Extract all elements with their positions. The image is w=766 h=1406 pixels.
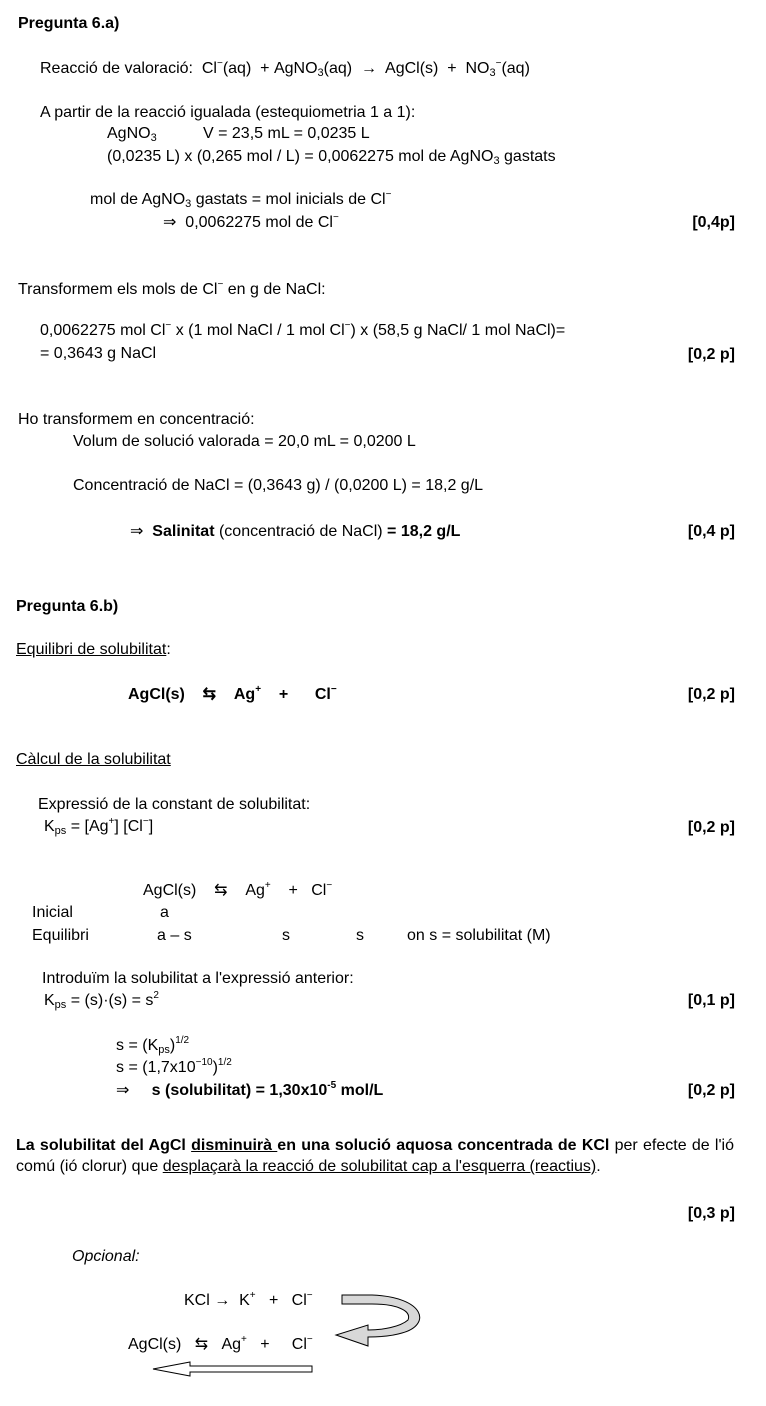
heading-6a: Pregunta 6.a) bbox=[18, 15, 120, 32]
points-label: [0,4 p] bbox=[687, 523, 735, 540]
table-equilibrium-ag: s bbox=[282, 927, 290, 944]
reaction-arrow: → bbox=[361, 60, 377, 77]
moles-calculation: (0,0235 L) x (0,265 mol / L) = 0,0062275 mol de AgNO$_3$ gastats bbox=[107, 148, 556, 167]
agcl-equilibrium: AgCl(s) ⇆ Ag+ + Cl− bbox=[128, 1334, 313, 1353]
kcl-dissociation: KCl → K+ + Cl− bbox=[184, 1290, 313, 1309]
equilibrium-title: Equilibri de solubilitat: bbox=[16, 641, 171, 658]
concentration-calc: Concentració de NaCl = (0,3643 g) / (0,0200 L) = 18,2 g/L bbox=[73, 477, 484, 494]
solubility-calc-title: Càlcul de la solubilitat bbox=[16, 751, 171, 768]
curved-arrow-icon bbox=[336, 1295, 420, 1346]
heading-6b: Pregunta 6.b) bbox=[16, 598, 119, 615]
table-equilibrium-label: Equilibri bbox=[32, 927, 89, 944]
points-label: [0,2 p] bbox=[687, 686, 735, 703]
table-equilibrium-cl: s bbox=[356, 927, 364, 944]
conclusion-paragraph: La solubilitat del AgCl disminuirà en una solució aquosa concentrada de KCl per efecte de l'ió comú (ió clorur) que desplaçarà la reacció de solubilitat cap a l'esquerra (reactius). bbox=[16, 1137, 734, 1175]
s-equation-2: $s = (1,7x10^{-10})^{1/2}$ bbox=[116, 1057, 232, 1076]
points-label: [0,2 p] bbox=[687, 346, 735, 363]
points-label: [0,2 p] bbox=[687, 819, 735, 836]
conversion-line-1: 0,0062275 mol Cl− x (1 mol NaCl / 1 mol Cl−) x (58,5 g NaCl/ 1 mol NaCl)= bbox=[40, 320, 566, 339]
volume-titrated: Volum de solució valorada = 20,0 mL = 0,0200 L bbox=[73, 433, 416, 450]
points-label: [0,3 p] bbox=[687, 1205, 735, 1222]
left-arrow-icon bbox=[153, 1362, 312, 1376]
kps-expression: $K_{ps} = [Ag^+]$ [Cl−] bbox=[44, 816, 154, 837]
points-label: [0,1 p] bbox=[687, 992, 735, 1009]
moles-chloride: ⇒ 0,0062275 mol de Cl− bbox=[163, 212, 339, 231]
table-equation: AgCl(s) ⇆ Ag+ + Cl− bbox=[143, 880, 333, 899]
kps-s-squared: $K_{ps} = (s)\cdot(s) = s^2$ bbox=[44, 990, 159, 1011]
transform-intro: Transformem els mols de Cl− en g de NaCl: bbox=[18, 279, 326, 298]
points-label: [0,2 p] bbox=[687, 1082, 735, 1099]
table-equilibrium-agcl: a – s bbox=[157, 927, 192, 944]
salinity-result: ⇒ Salinitat (concentració de NaCl) = 18,2 g/L bbox=[130, 523, 461, 540]
table-note: on s = solubilitat (M) bbox=[407, 927, 551, 944]
kps-intro: Expressió de la constant de solubilitat: bbox=[38, 796, 311, 813]
conversion-line-2: = 0,3643 g NaCl bbox=[40, 345, 157, 362]
titration-reaction: Reacció de valoració: Cl−(aq) + AgNO$_3$(aq) → AgCl(s) + $NO_3^-(aq)$ bbox=[40, 58, 530, 79]
points-label: [0,4p] bbox=[692, 214, 735, 231]
concentration-intro: Ho transformem en concentració: bbox=[18, 411, 255, 428]
s-equation-1: $s = (K_{ps})^{1/2}$ bbox=[116, 1035, 190, 1056]
s-result: ⇒ s (solubilitat) = $1,30x10^{-5}$ mol/L bbox=[116, 1080, 384, 1099]
table-initial-value: a bbox=[160, 904, 169, 921]
equilibrium-arrow: ⇆ bbox=[202, 686, 217, 703]
equilibrium-equation: AgCl(s) ⇆ Ag+ + Cl− bbox=[128, 684, 337, 703]
moles-equality: mol de AgNO$_3$ gastats = mol inicials de Cl− bbox=[90, 189, 392, 210]
optional-label: Opcional: bbox=[72, 1248, 140, 1265]
agno3-label: AgNO$_3$ bbox=[107, 125, 157, 144]
stoichiometry-intro: A partir de la reacció igualada (estequiometria 1 a 1): bbox=[40, 104, 416, 121]
table-initial-label: Inicial bbox=[32, 904, 73, 921]
introduce-solubility: Introduïm la solubilitat a l'expressió anterior: bbox=[42, 970, 354, 987]
volume-line: V = 23,5 mL = 0,0235 L bbox=[203, 125, 370, 142]
